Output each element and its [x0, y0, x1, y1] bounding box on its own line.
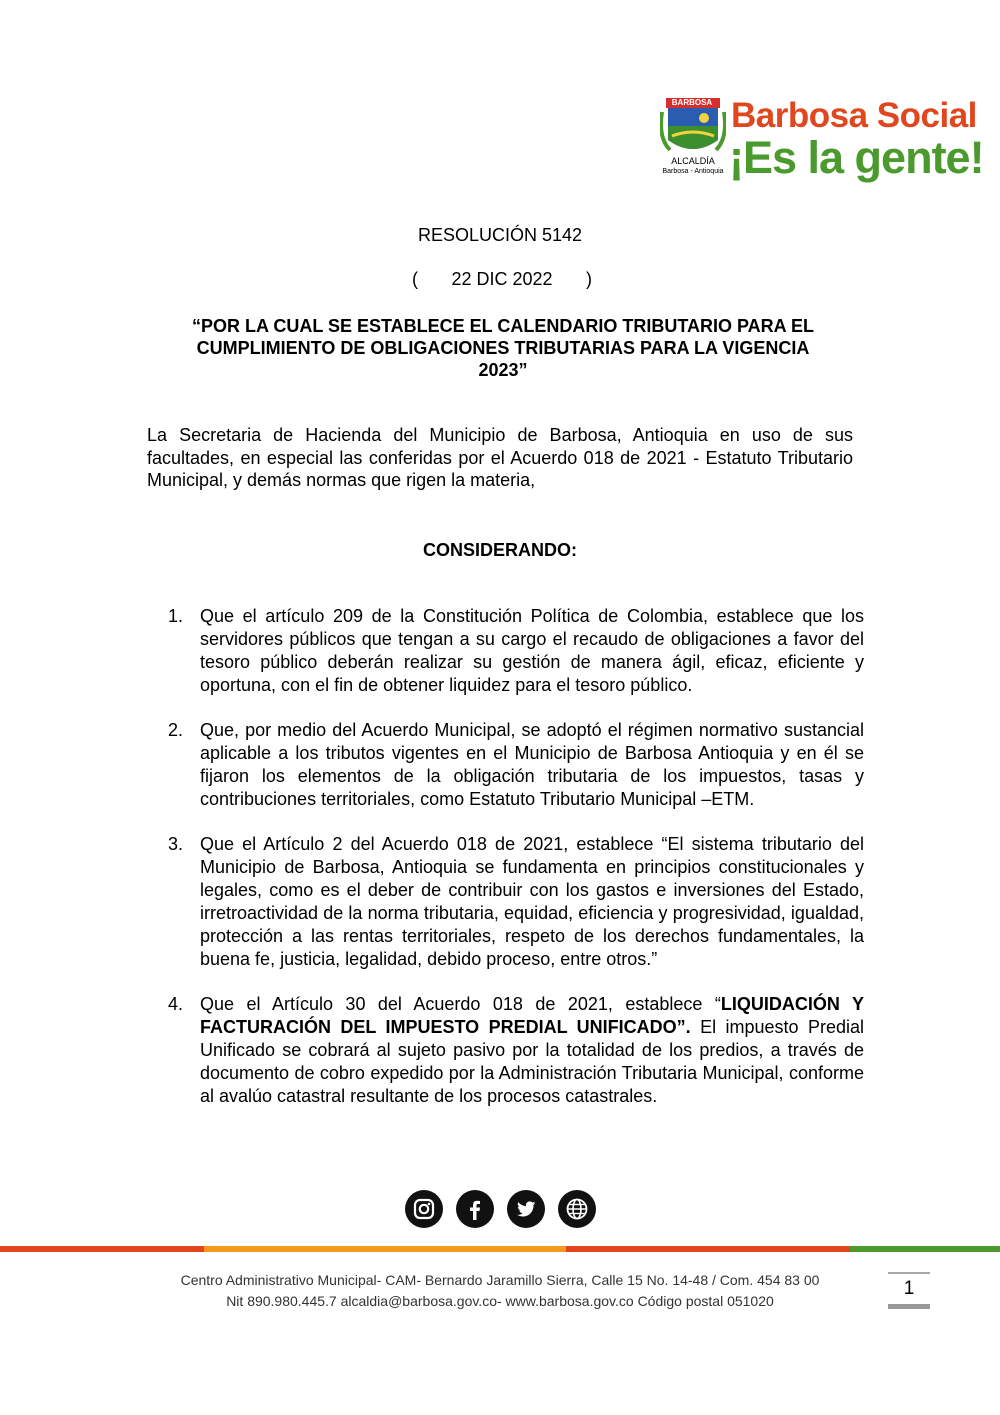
- crest-top-text: BARBOSA: [671, 98, 713, 107]
- page-number-bottom-rule: [888, 1304, 930, 1309]
- item-number: 2.: [168, 720, 184, 740]
- list-item: [168, 993, 864, 1108]
- brand-name: Barbosa Social: [731, 96, 977, 135]
- intro-paragraph: La Secretaria de Hacienda del Municipio de Barbosa, Antioquia en uso de sus facultades, en especial las conferidas por el Acuerdo 018 de 2021 - Estatuto Tributario Municipal, y demás normas que rigen la materia,: [147, 425, 853, 490]
- item-number: 3.: [168, 834, 184, 854]
- globe-icon[interactable]: [558, 1190, 596, 1228]
- item-text: Que, por medio del Acuerdo Municipal, se adoptó el régimen normativo sustancial aplicable a los tributos vigentes en el Municipio de Barbosa Antioquia y en él se fijaron los elementos de la obligación tributaria de los impuestos, tasas y contribuciones territoriales, como Estatuto Tributario Municipal –ETM.: [200, 720, 864, 809]
- barbosa-logo: [660, 96, 984, 188]
- list-item: [168, 605, 864, 697]
- item-text-start: Que el Artículo 30 del Acuerdo 018 de 2021, establece “: [200, 994, 721, 1014]
- list-item: [168, 833, 864, 971]
- item-number: 4.: [168, 994, 184, 1014]
- facebook-icon[interactable]: [456, 1190, 494, 1228]
- stripe-segment: [850, 1246, 1000, 1252]
- stripe-segment: [566, 1246, 850, 1252]
- list-item: [168, 719, 864, 811]
- date-value: 22 DIC 2022: [451, 269, 553, 289]
- crest-label: ALCALDÍA: [671, 156, 715, 166]
- stripe-segment: [204, 1246, 566, 1252]
- footer-address: [120, 1270, 880, 1312]
- twitter-icon[interactable]: [507, 1190, 545, 1228]
- stripe-segment: [0, 1246, 204, 1252]
- item-text-bold: LIQUIDACIÓN Y FACTURACIÓN DEL IMPUESTO PREDIAL UNIFICADO”.: [200, 994, 864, 1037]
- crest-sublabel: Barbosa - Antioquia: [662, 168, 724, 175]
- item-text-end: El impuesto Predial Unificado se cobrará al sujeto pasivo por la totalidad de los predios, a través de documento de cobro expedido por la Administración Tributaria Municipal, conforme al avalúo catastral resultante de los procesos catastrales.: [200, 1017, 865, 1106]
- resolution-date: [412, 269, 592, 290]
- item-text: Que el Artículo 2 del Acuerdo 018 de 2021, establece “El sistema tributario del Municipio de Barbosa, Antioquia se fundamenta en principios constitucionales y legales, como es el deber de contribuir con los gastos e inversiones del Estado, irretroactividad de la norma tributaria, equidad, eficiencia y progresividad, igualdad, protección a las rentas territoriales, respeto de los derechos fundamentales, la buena fe, justicia, legalidad, debido proceso, entre otros.”: [200, 834, 864, 969]
- item-number: 1.: [168, 606, 184, 626]
- resolution-title: “POR LA CUAL SE ESTABLECE EL CALENDARIO TRIBUTARIO PARA EL CUMPLIMIENTO DE OBLIGACIONES TRIBUTARIAS PARA LA VIGENCIA 2023”: [191, 316, 815, 380]
- instagram-icon[interactable]: [405, 1190, 443, 1228]
- considerando-heading: CONSIDERANDO:: [422, 540, 577, 560]
- item-text: [200, 994, 864, 1106]
- social-icons: [405, 1190, 596, 1228]
- page-number-box: [888, 1272, 930, 1310]
- date-close-paren: ): [585, 269, 592, 289]
- brand-slogan: ¡Es la gente!: [729, 132, 984, 183]
- page-number: 1: [903, 1278, 915, 1299]
- item-text: Que el artículo 209 de la Constitución Política de Colombia, establece que los servidores públicos que tengan a su cargo el recaudo de obligaciones a favor del tesoro público deberán realizar su gestión de manera ágil, eficaz, eficiente y oportuna, con el fin de obtener liquidez para el tesoro público.: [200, 606, 864, 695]
- page-number-top-rule: [888, 1272, 930, 1274]
- footer-line-1: Centro Administrativo Municipal- CAM- Bernardo Jaramillo Sierra, Calle 15 No. 14-48 / Com. 454 83 00: [180, 1272, 820, 1288]
- considerations-list: [168, 605, 864, 1130]
- footer-line-2: Nit 890.980.445.7 alcaldia@barbosa.gov.co- www.barbosa.gov.co Código postal 051020: [226, 1293, 774, 1309]
- footer-color-stripe: [0, 1246, 1000, 1252]
- resolution-number: RESOLUCIÓN 5142: [417, 225, 583, 245]
- date-open-paren: (: [412, 269, 418, 289]
